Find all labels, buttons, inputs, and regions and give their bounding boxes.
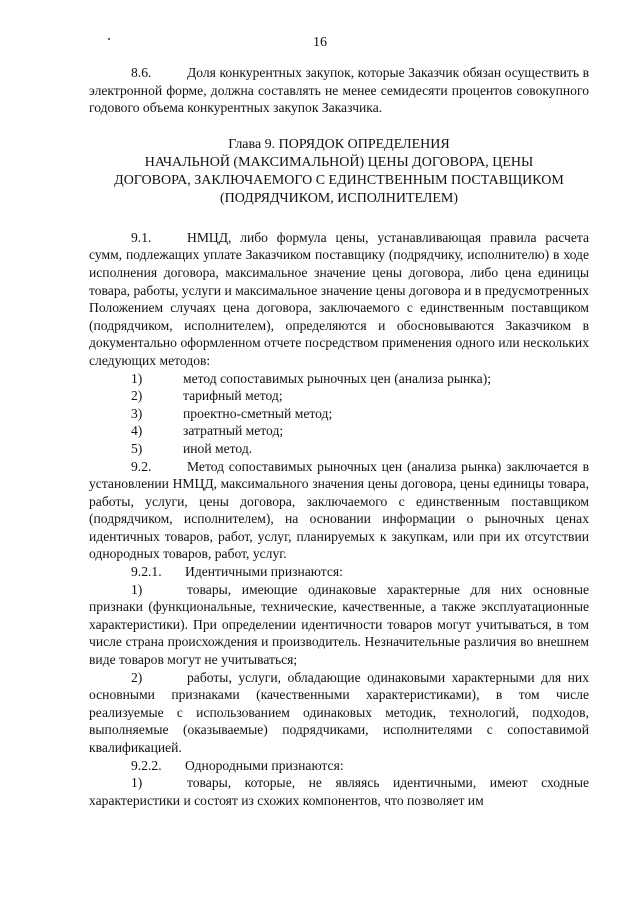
list-item-text: метод сопоставимых рыночных цен (анализа рынка); — [183, 370, 492, 386]
paragraph-number: 9.1. — [131, 229, 152, 245]
list-item — [89, 370, 589, 388]
paragraph-text: Однородными признаются: — [185, 757, 344, 773]
list-item-text: работы, услуги, обладающие одинаковыми характерными для них основными признаками (качественными характеристиками), в том числе реализуемые с использованием одинаковых методик, технологий, подходов, выполняемые (оказываемые) подрядчиками, исполнителями с сопоставимой квалификацией. — [89, 669, 589, 755]
list-item — [89, 422, 589, 440]
paragraph-number: 9.2.1. — [131, 564, 162, 580]
list-item — [89, 440, 589, 458]
list-item-number: 2) — [131, 388, 143, 404]
list-item-text: тарифный метод; — [183, 388, 283, 404]
paragraph-9-2-1-item-2 — [89, 669, 589, 757]
chapter-title-line-3: ДОГОВОРА, ЗАКЛЮЧАЕМОГО С ЕДИНСТВЕННЫМ ПОСТАВЩИКОМ — [114, 172, 564, 188]
methods-list — [89, 370, 589, 458]
chapter-title-line-4: (ПОДРЯДЧИКОМ, ИСПОЛНИТЕЛЕМ) — [219, 190, 459, 206]
list-item-number: 4) — [131, 423, 143, 439]
list-item-text: проектно-сметный метод; — [183, 405, 333, 421]
chapter-title-line-1: Глава 9. ПОРЯДОК ОПРЕДЕЛЕНИЯ — [228, 136, 450, 152]
paragraph-number: 9.2. — [131, 458, 152, 474]
page-number: 16 — [313, 35, 327, 50]
paragraph-text: Метод сопоставимых рыночных цен (анализа рынка) заключается в установлении НМЦД, максимального значения цены договора, цены единицы товара, работы, услуги, цены договора, заключаемого с единственным поставщиком (подрядчиком, исполнителем), на основании информации о рыночных ценах идентичных товаров, работ, услуг, планируемых к закупкам, или при их отсутствии однородных товаров, работ, услуг. — [89, 458, 589, 562]
list-item — [89, 405, 589, 423]
paragraph-9-2 — [89, 458, 589, 564]
list-item — [89, 387, 589, 405]
paragraph-text: Идентичными признаются: — [185, 564, 343, 580]
chapter-heading — [89, 136, 589, 208]
paragraph-8-6 — [89, 64, 589, 117]
paragraph-text: Доля конкурентных закупок, которые Заказчик обязан осуществить в электронной форме, должна составлять не менее семидесяти процентов совокупного годового объема конкурентных закупок Заказчика. — [89, 65, 589, 116]
list-item-text: иной метод. — [183, 440, 253, 456]
list-item-text: затратный метод; — [183, 423, 284, 439]
chapter-title-line-2: НАЧАЛЬНОЙ (МАКСИМАЛЬНОЙ) ЦЕНЫ ДОГОВОРА, ЦЕНЫ — [144, 154, 534, 170]
paragraph-number: 9.2.2. — [131, 757, 162, 773]
paragraph-9-2-1-item-1 — [89, 581, 589, 669]
list-item-number: 1) — [131, 370, 143, 386]
paragraph-number: 8.6. — [131, 65, 152, 80]
list-item-number: 3) — [131, 405, 143, 421]
paragraph-9-2-2-item-1 — [89, 774, 589, 809]
paragraph-9-1 — [89, 229, 589, 370]
paragraph-9-2-2 — [89, 757, 589, 775]
list-item-number: 1) — [131, 581, 143, 597]
list-item-number: 5) — [131, 440, 143, 456]
page-content — [89, 64, 589, 809]
paragraph-text: НМЦД, либо формула цены, устанавливающая правила расчета сумм, подлежащих уплате Заказчиком поставщику (подрядчику, исполнителю) в ходе исполнения договора, максимальное значение цены договора, либо цена единицы товара, работы, услуги и максимальное значение цены договора и в предусмотренных Положением случаях цена договора, заключаемого с единственным поставщиком (подрядчиком, исполнителем), определяются и обосновываются Заказчиком в документально оформленном отчете посредством применения одного или нескольких следующих методов: — [89, 229, 589, 368]
paragraph-9-2-1 — [89, 563, 589, 581]
list-item-number: 2) — [131, 669, 143, 685]
list-item-number: 1) — [131, 775, 143, 791]
list-item-text: товары, которые, не являясь идентичными, имеют сходные характеристики и состоят из схожих компонентов, что позволяет им — [89, 775, 589, 808]
list-item-text: товары, имеющие одинаковые характерные для них основные признаки (функциональные, технические, качественные, а также эксплуатационные характеристики). При определении идентичности товаров могут учитываться, в том числе страна происхождения и производитель. Незначительные различия во внешнем виде товаров могут не учитываться; — [89, 581, 589, 668]
